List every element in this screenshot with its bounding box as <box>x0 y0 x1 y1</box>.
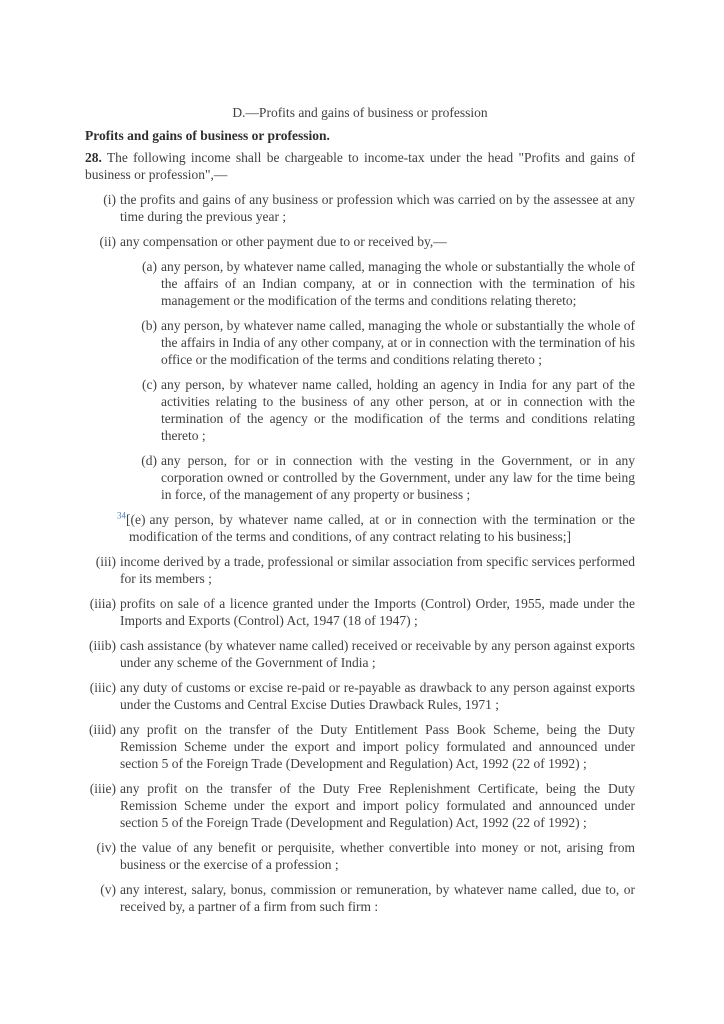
item-text: the value of any benefit or perquisite, whether convertible into money or not, arising from business or the exercise of a profession ; <box>120 840 635 872</box>
item-label: (c) <box>142 377 157 392</box>
item-label: (iiie) <box>89 781 116 796</box>
item-label: (ii) <box>99 234 116 249</box>
item-label: [(e) <box>126 512 146 527</box>
item-text: income derived by a trade, professional or similar association from specific services performed for its members ; <box>120 554 635 586</box>
provision-item <box>85 780 635 831</box>
provision-item <box>85 258 635 309</box>
provision-item <box>85 317 635 368</box>
provision-item <box>85 452 635 503</box>
provision-item <box>85 511 635 545</box>
section-heading: D.—Profits and gains of business or profession <box>232 105 488 120</box>
item-text: any person, for or in connection with the vesting in the Government, or in any corporation owned or controlled by the Government, under any law for the time being in force, of the management of any property or business ; <box>161 453 635 502</box>
footnote-ref-link[interactable]: 34 <box>117 510 126 521</box>
item-text: any duty of customs or excise re-paid or re-payable as drawback to any person against exports under the Customs and Central Excise Duties Drawback Rules, 1971 ; <box>120 680 635 712</box>
item-label: (i) <box>103 192 116 207</box>
item-text: any interest, salary, bonus, commission or remuneration, by whatever name called, due to, or received by, a partner of a firm from such firm : <box>120 882 635 914</box>
provision-item <box>85 637 635 671</box>
item-text: any person, by whatever name called, at or in connection with the termination or the modification of the terms and conditions, of any contract relating to his business;] <box>129 512 635 544</box>
article-heading: Profits and gains of business or profession. <box>85 128 330 143</box>
item-text: the profits and gains of any business or profession which was carried on by the assessee at any time during the previous year ; <box>120 192 635 224</box>
provision-item <box>85 595 635 629</box>
section-number: 28. <box>85 150 102 165</box>
item-text: any profit on the transfer of the Duty Entitlement Pass Book Scheme, being the Duty Remission Scheme under the export and import policy formulated and announced under section 5 of the Foreign Trade (Development and Regulation) Act, 1992 (22 of 1992) ; <box>120 722 635 771</box>
provision-item <box>85 721 635 772</box>
item-label: (iiib) <box>89 638 116 653</box>
item-text: cash assistance (by whatever name called) received or receivable by any person against exports under any scheme of the Government of India ; <box>120 638 635 670</box>
item-label: (d) <box>141 453 157 468</box>
item-text: any profit on the transfer of the Duty Free Replenishment Certificate, being the Duty Remission Scheme under the export and import policy formulated and announced under section 5 of the Foreign Trade (Development and Regulation) Act, 1992 (22 of 1992) ; <box>120 781 635 830</box>
item-text: profits on sale of a licence granted under the Imports (Control) Order, 1955, made under the Imports and Exports (Control) Act, 1947 (18 of 1947) ; <box>120 596 635 628</box>
provision-item <box>85 553 635 587</box>
item-label: (iiic) <box>89 680 116 695</box>
item-text: any compensation or other payment due to or received by,— <box>120 234 447 249</box>
intro-text: The following income shall be chargeable to income-tax under the head "Profits and gains of business or profession",— <box>85 150 635 182</box>
item-label: (iiid) <box>89 722 116 737</box>
provision-item <box>85 376 635 444</box>
item-text: any person, by whatever name called, managing the whole or substantially the whole of the affairs in India of any other company, at or in connection with the termination of his office or the modification of the terms and conditions relating thereto ; <box>161 318 635 367</box>
provision-item <box>85 679 635 713</box>
intro-paragraph <box>85 149 635 183</box>
item-label: (iii) <box>95 554 116 569</box>
provisions-list <box>85 191 635 915</box>
item-label: (v) <box>100 882 116 897</box>
item-label: (iiia) <box>89 596 116 611</box>
provision-item <box>85 881 635 915</box>
item-label: (a) <box>142 259 157 274</box>
provision-item <box>85 191 635 225</box>
item-text: any person, by whatever name called, managing the whole or substantially the whole of the affairs of an Indian company, at or in connection with the termination of his management or the modification of the terms and conditions relating thereto; <box>161 259 635 308</box>
provision-item <box>85 839 635 873</box>
item-text: any person, by whatever name called, holding an agency in India for any part of the activities relating to the business of any other person, at or in connection with the termination of the agency or the modification of the terms and conditions relating thereto ; <box>161 377 635 443</box>
item-label: (b) <box>141 318 157 333</box>
item-label: (iv) <box>96 840 116 855</box>
provision-item <box>85 233 635 250</box>
